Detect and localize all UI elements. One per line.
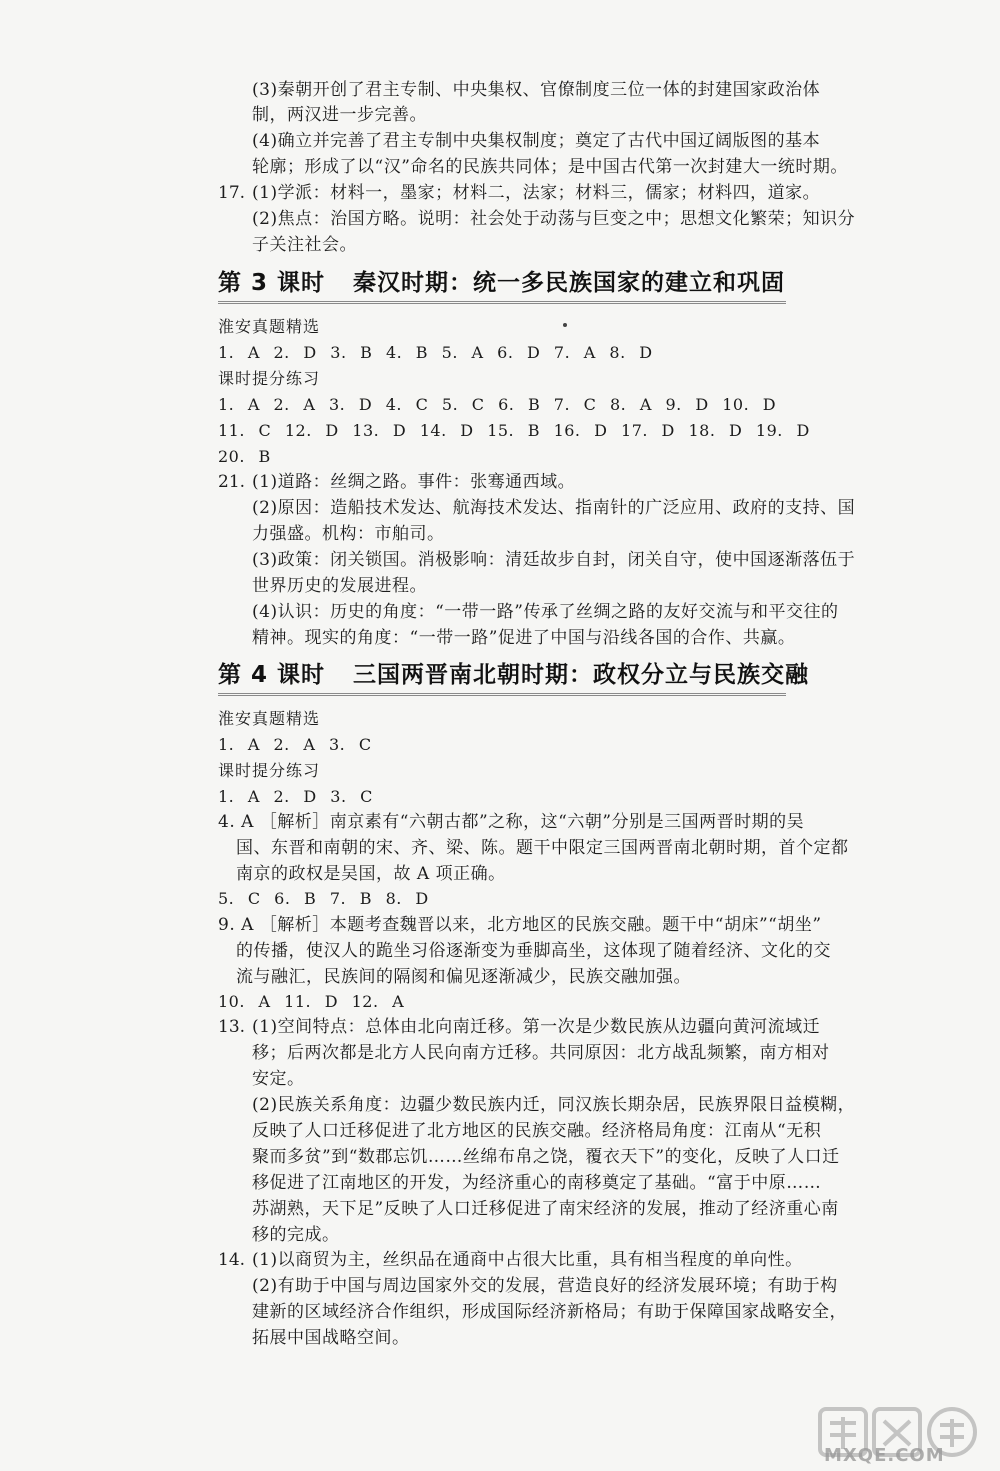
q5-8-answers: 5. C 6. B 7. B 8. D [218,889,429,908]
q13-part2-line5: 苏湖熟，天下足”反映了人口迁移促进了南宋经济的发展，推动了经济重心南 [252,1199,839,1219]
q4-line1: 4. A ［解析］南京素有“六朝古都”之称，这“六朝”分别是三国两晋时期的吴 [218,812,805,832]
q13-part2-line6: 移的完成。 [252,1225,340,1245]
q21-part1: (1)道路：丝绸之路。事件：张骞通西域。 [252,472,576,492]
lesson4-subheading-exam: 淮安真题精选 [218,709,321,728]
q14-number: 14. [218,1250,246,1270]
q13-part2-line1: (2)民族关系角度：边疆少数民族内迁，同汉族长期杂居，民族界限日益模糊， [252,1095,856,1115]
q9-line2: 的传播，使汉人的跪坐习俗逐渐变为垂脚高坐，这体现了随着经济、文化的交 [236,941,831,961]
watermark-text: MXQE.COM [824,1445,945,1466]
lesson3-subheading-exam: 淮安真题精选 [218,317,321,336]
lesson4-practice-answers: 1. A 2. D 3. C [218,787,373,806]
q14-part2-line3: 拓展中国战略空间。 [252,1328,410,1348]
q4-line2: 国、东晋和南朝的宋、齐、梁、陈。题干中限定三国两晋南北朝时期，首个定都 [236,838,849,858]
q14-part1: (1)以商贸为主，丝织品在通商中占很大比重，具有相当程度的单向性。 [252,1250,803,1270]
q13-part1-line1: (1)空间特点：总体由北向南迁移。第一次是少数民族从边疆向黄河流域迁 [252,1017,821,1037]
lesson3-practice-answers-line3: 20. B [218,447,271,466]
lesson4-label: 第 4 课时 [218,662,326,688]
q9-line3: 流与融汇，民族间的隔阂和偏见逐渐减少，民族交融加强。 [236,967,691,987]
q16-part4-line1: (4)确立并完善了君主专制中央集权制度；奠定了古代中国辽阔版图的基本 [252,131,821,151]
q21-part2-line2: 力强盛。机构：市舶司。 [252,524,445,544]
lesson3-label: 第 3 课时 [218,270,326,296]
q13-part2-line2: 反映了人口迁移促进了北方地区的民族交融。经济格局角度：江南从“无积 [252,1121,822,1141]
lesson4-heading [218,660,809,690]
q13-part1-line2: 移；后两次都是北方人民向南方迁移。共同原因：北方战乱频繁，南方相对 [252,1043,830,1063]
lesson3-practice-answers-line1: 1. A 2. A 3. D 4. C 5. C 6. B 7. C 8. A 9. D 10. D [218,395,777,414]
q21-part4-line1: (4)认识：历史的角度：“一带一路”传承了丝绸之路的友好交流与和平交往的 [252,602,839,622]
lesson3-heading [218,268,785,298]
q21-part3-line2: 世界历史的发展进程。 [252,576,427,596]
q17-part1: (1)学派：材料一，墨家；材料二，法家；材料三，儒家；材料四，道家。 [252,183,821,203]
lesson4-subheading-practice: 课时提分练习 [218,761,321,780]
q4-line3: 南京的政权是吴国，故 A 项正确。 [236,864,506,884]
speck [563,323,567,327]
lesson4-title: 三国两晋南北朝时期：政权分立与民族交融 [353,662,810,688]
q14-part2-line2: 建新的区域经济合作组织，形成国际经济新格局；有助于保障国家战略安全， [252,1302,847,1322]
q17-number: 17. [218,183,246,203]
q21-part3-line1: (3)政策：闭关锁国。消极影响：清廷故步自封，闭关自守，使中国逐渐落伍于 [252,550,856,570]
lesson4-exam-answers: 1. A 2. A 3. C [218,735,372,754]
q21-number: 21. [218,472,246,492]
q10-12-answers: 10. A 11. D 12. A [218,992,405,1011]
q16-part3-line1: (3)秦朝开创了君主专制、中央集权、官僚制度三位一体的封建国家政治体 [252,80,821,100]
q16-part3-line2: 制，两汉进一步完善。 [252,105,427,125]
q14-part2-line1: (2)有助于中国与周边国家外交的发展，营造良好的经济发展环境；有助于构 [252,1276,838,1296]
lesson3-divider [218,301,786,304]
lesson3-title: 秦汉时期：统一多民族国家的建立和巩固 [353,270,786,296]
q17-part2-line2: 子关注社会。 [252,235,357,255]
lesson3-subheading-practice: 课时提分练习 [218,369,321,388]
q9-line1: 9. A ［解析］本题考查魏晋以来，北方地区的民族交融。题干中“胡床”“胡坐” [218,915,822,935]
lesson3-practice-answers-line2: 11. C 12. D 13. D 14. D 15. B 16. D 17. D 18. D 19. D [218,421,810,440]
lesson4-divider [218,693,786,696]
q17-part2-line1: (2)焦点：治国方略。说明：社会处于动荡与巨变之中；思想文化繁荣；知识分 [252,209,856,229]
q13-number: 13. [218,1017,246,1037]
q13-part2-line3: 聚而多贫”到“数郡忘饥……丝绵布帛之饶，覆衣天下”的变化，反映了人口迁 [252,1147,840,1167]
q13-part2-line4: 移促进了江南地区的开发，为经济重心的南移奠定了基础。“富于中原…… [252,1173,822,1193]
q16-part4-line2: 轮廓；形成了以“汉”命名的民族共同体；是中国古代第一次封建大一统时期。 [252,157,848,177]
q21-part2-line1: (2)原因：造船技术发达、航海技术发达、指南针的广泛应用、政府的支持、国 [252,498,856,518]
lesson3-exam-answers: 1. A 2. D 3. B 4. B 5. A 6. D 7. A 8. D [218,343,653,362]
q13-part1-line3: 安定。 [252,1069,305,1089]
q21-part4-line2: 精神。现实的角度：“一带一路”促进了中国与沿线各国的合作、共赢。 [252,628,796,648]
